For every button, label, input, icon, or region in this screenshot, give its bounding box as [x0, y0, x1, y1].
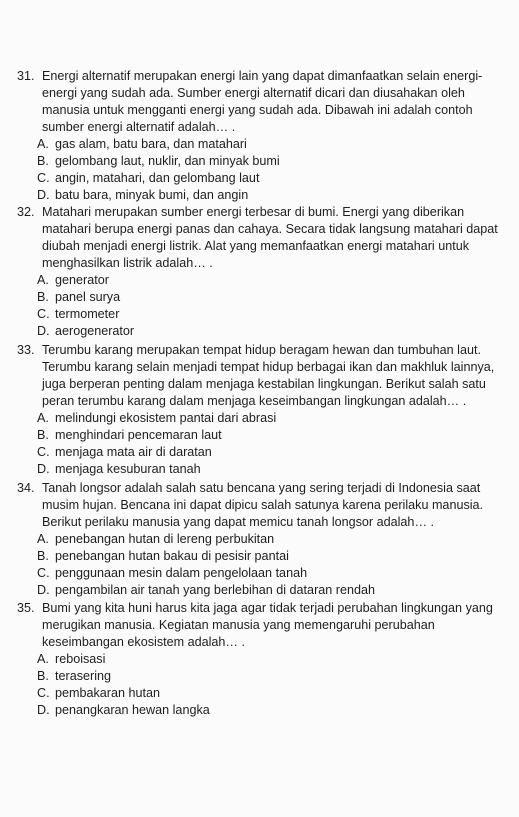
question-number: 35. — [17, 601, 35, 615]
option-b[interactable] — [37, 548, 517, 565]
question-35 — [17, 600, 517, 719]
option-list — [37, 651, 517, 719]
question-31 — [17, 68, 517, 204]
option-text: menjaga kesuburan tanah — [55, 462, 201, 476]
option-d[interactable] — [37, 187, 517, 204]
option-text: aerogenerator — [55, 324, 135, 338]
option-letter: C. — [37, 307, 50, 321]
option-c[interactable] — [37, 685, 517, 702]
option-text: terasering — [55, 669, 112, 683]
question-text: Terumbu karang merupakan tempat hidup beragam hewan dan tumbuhan laut. Terumbu karang selain menjadi tempat hidup berbagai ikan dan makhluk lainnya, juga berperan penting dalam menjaga kestabilan lingkungan. Berikut salah satu peran terumbu karang dalam menjaga keseimbangan lingkungan adalah… . — [42, 343, 495, 408]
question-32 — [17, 204, 517, 340]
option-list — [37, 531, 517, 599]
option-a[interactable] — [37, 136, 517, 153]
option-d[interactable] — [37, 582, 517, 599]
option-text: menghindari pencemaran laut — [55, 428, 222, 442]
option-text: generator — [55, 273, 109, 287]
option-a[interactable] — [37, 651, 517, 668]
option-text: termometer — [55, 307, 120, 321]
option-text: pengambilan air tanah yang berlebihan di dataran rendah — [55, 583, 375, 597]
option-text: gas alam, batu bara, dan matahari — [55, 137, 247, 151]
question-header — [17, 68, 517, 136]
option-d[interactable] — [37, 702, 517, 719]
question-header — [17, 204, 517, 272]
option-a[interactable] — [37, 410, 517, 427]
question-text: Tanah longsor adalah salah satu bencana yang sering terjadi di Indonesia saat musim hujan. Bencana ini dapat dipicu salah satunya karena perilaku manusia. Berikut perilaku manusia yang dapat memicu tanah longsor adalah… . — [42, 481, 484, 529]
option-letter: D. — [37, 324, 50, 338]
option-text: angin, matahari, dan gelombang laut — [55, 171, 260, 185]
question-34 — [17, 480, 517, 599]
option-c[interactable] — [37, 444, 517, 461]
option-text: pembakaran hutan — [55, 686, 161, 700]
option-letter: C. — [37, 686, 50, 700]
option-letter: B. — [37, 549, 49, 563]
option-letter: A. — [37, 273, 49, 287]
option-text: penangkaran hewan langka — [55, 703, 210, 717]
option-letter: D. — [37, 462, 50, 476]
question-text: Bumi yang kita huni harus kita jaga agar tidak terjadi perubahan lingkungan yang merugikan manusia. Kegiatan manusia yang memengaruhi perubahan keseimbangan ekosistem adalah… . — [42, 601, 493, 649]
option-text: panel surya — [55, 290, 121, 304]
option-text: penggunaan mesin dalam pengelolaan tanah — [55, 566, 308, 580]
question-number: 32. — [17, 205, 35, 219]
option-c[interactable] — [37, 565, 517, 582]
question-text: Energi alternatif merupakan energi lain yang dapat dimanfaatkan selain energi- energi yang sudah ada. Sumber energi alternatif dicari dan diusahakan oleh manusia untuk mengganti energi yang sudah ada. Dibawah ini adalah contoh sumber energi alternatif adalah… . — [42, 69, 483, 134]
question-header — [17, 342, 517, 410]
option-letter: C. — [37, 171, 50, 185]
option-a[interactable] — [37, 272, 517, 289]
option-text: batu bara, minyak bumi, dan angin — [55, 188, 249, 202]
option-letter: A. — [37, 532, 49, 546]
option-letter: B. — [37, 290, 49, 304]
option-text: gelombang laut, nuklir, dan minyak bumi — [55, 154, 280, 168]
option-letter: B. — [37, 669, 49, 683]
question-number: 33. — [17, 343, 35, 357]
option-b[interactable] — [37, 289, 517, 306]
option-letter: A. — [37, 411, 49, 425]
option-c[interactable] — [37, 306, 517, 323]
option-text: penebangan hutan di lereng perbukitan — [55, 532, 275, 546]
option-text: reboisasi — [55, 652, 106, 666]
option-letter: C. — [37, 445, 50, 459]
option-c[interactable] — [37, 170, 517, 187]
question-text: Matahari merupakan sumber energi terbesar di bumi. Energi yang diberikan matahari berupa energi panas dan cahaya. Secara tidak langsung matahari dapat diubah menjadi energi listrik. Alat yang memanfaatkan energi matahari untuk menghasilkan listrik adalah… . — [42, 205, 498, 270]
option-a[interactable] — [37, 531, 517, 548]
option-d[interactable] — [37, 323, 517, 340]
option-b[interactable] — [37, 668, 517, 685]
option-letter: D. — [37, 188, 50, 202]
option-letter: B. — [37, 428, 49, 442]
option-text: melindungi ekosistem pantai dari abrasi — [55, 411, 277, 425]
option-text: menjaga mata air di daratan — [55, 445, 212, 459]
option-letter: B. — [37, 154, 49, 168]
question-header — [17, 600, 517, 651]
option-b[interactable] — [37, 427, 517, 444]
option-letter: D. — [37, 583, 50, 597]
option-letter: D. — [37, 703, 50, 717]
question-33 — [17, 342, 517, 478]
option-d[interactable] — [37, 461, 517, 478]
option-letter: A. — [37, 652, 49, 666]
question-number: 34. — [17, 481, 35, 495]
option-text: penebangan hutan bakau di pesisir pantai — [55, 549, 289, 563]
option-letter: A. — [37, 137, 49, 151]
option-list — [37, 410, 517, 478]
option-list — [37, 136, 517, 204]
option-list — [37, 272, 517, 340]
option-letter: C. — [37, 566, 50, 580]
option-b[interactable] — [37, 153, 517, 170]
question-header — [17, 480, 517, 531]
question-number: 31. — [17, 69, 35, 83]
